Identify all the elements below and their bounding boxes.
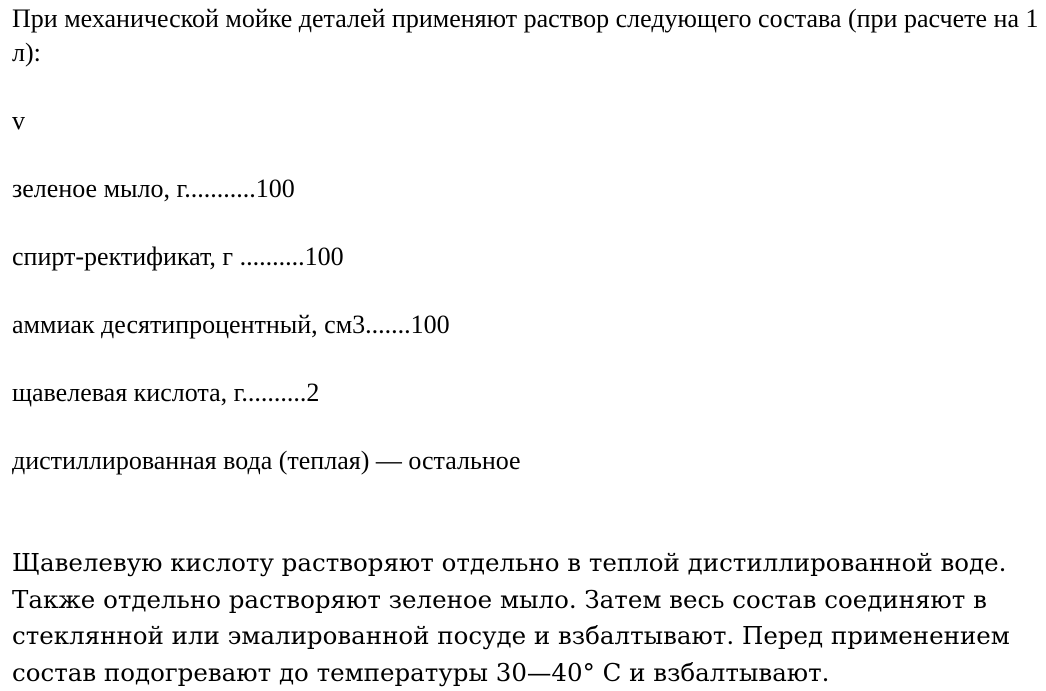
- ingredient-rectified-spirit: спирт-ректификат, г ..........100: [12, 242, 344, 271]
- document-body: [12, 0, 1042, 687]
- instructions-paragraph: Щавелевую кислоту растворяют отдельно в теплой дистиллированной воде. Также отдельно растворяют зеленое мыло. Затем весь состав соединяют в стеклянной или эмалированной посуде и взбалтывают. Перед применением состав подогревают до температуры 30—40° С и взбалтывают.: [12, 548, 1010, 687]
- list-marker: v: [12, 106, 25, 135]
- intro-paragraph: При механической мойке деталей применяют раствор следующего состава (при расчете на 1 л):: [12, 4, 1039, 67]
- ingredient-green-soap: зеленое мыло, г...........100: [12, 174, 295, 203]
- ingredient-ammonia: аммиак десятипроцентный, см3.......100: [12, 310, 450, 339]
- ingredient-distilled-water: дистиллированная вода (теплая) — остальное: [12, 446, 521, 475]
- ingredient-oxalic-acid: щавелевая кислота, г..........2: [12, 378, 320, 407]
